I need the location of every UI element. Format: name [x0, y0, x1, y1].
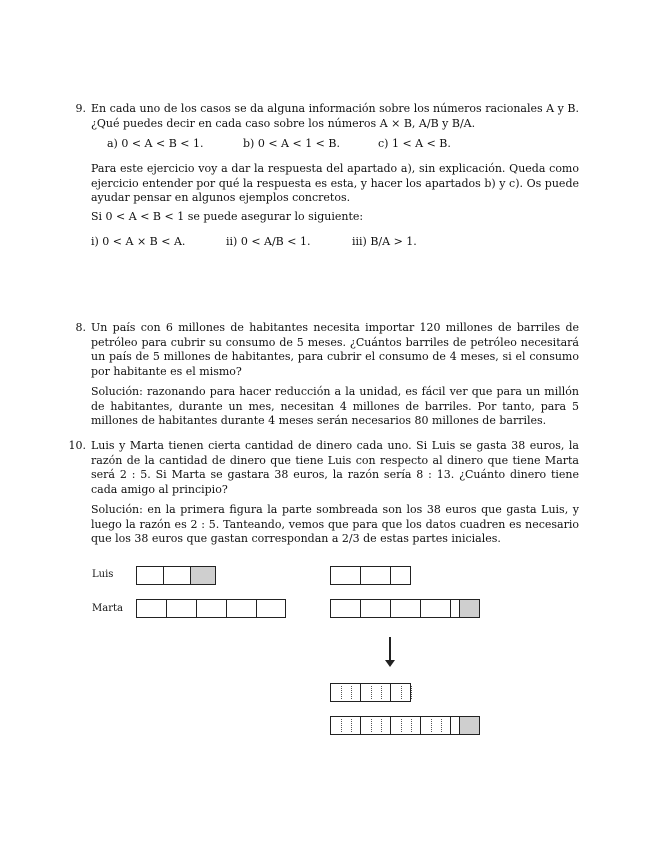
q10-statement: Luis y Marta tienen cierta cantidad de dinero cada uno. Si Luis se gasta 38 euros, la razón de la cantidad de dinero que tiene Luis con respecto al dinero que tiene Marta será 2 : 5. Si Marta se gastara 38 euros, la razón sería 8 : 13. ¿Cuánto dinero tiene cada amigo al principio? [91, 439, 579, 496]
q9-condition: Si 0 < A < B < 1 se puede asegurar lo siguiente: [91, 210, 364, 223]
bar-segment-subdivided [391, 684, 410, 701]
figure-label-marta: Marta [92, 603, 123, 614]
q9-result-ii: ii) 0 < A/B < 1. [226, 235, 311, 248]
bar-segment [137, 567, 164, 584]
bar-segment [167, 600, 197, 617]
bar-segment [331, 600, 361, 617]
q9-option-c: c) 1 < A < B. [378, 137, 451, 150]
bar-segment [361, 600, 391, 617]
q8-statement: Un país con 6 millones de habitantes necesita importar 120 millones de barriles de petróleo para cubrir su consumo de 5 meses. ¿Cuántos barriles de petróleo necesitará un país de 5 millones de habitantes, para cubrir el consumo de 4 meses, si el consumo por habitante es el mismo? [91, 321, 579, 378]
bar-segment-shaded [191, 567, 215, 584]
luis-bar-subdivided [330, 683, 411, 702]
bar-segment [361, 567, 391, 584]
marta-bar-initial [136, 599, 286, 618]
bar-segment-subdivided [391, 717, 421, 734]
bar-segment-subdivided [331, 717, 361, 734]
q9-intro: Para este ejercicio voy a dar la respuesta del apartado a), sin explicación. Queda como ejercicio entender por qué la respuesta es esta, y hacer los apartados b) y c). Os puede ayudar pensar en algunos ejemplos concretos. [91, 162, 579, 204]
q9-option-b: b) 0 < A < 1 < B. [243, 137, 340, 150]
bar-segment [227, 600, 257, 617]
bar-segment-subdivided [361, 717, 391, 734]
bar-segment [391, 567, 410, 584]
bar-segment [451, 600, 460, 617]
q9-statement: En cada uno de los casos se da alguna información sobre los números racionales A y B. ¿Qué puedes decir en cada caso sobre los números A × B, A/B y B/A. [91, 102, 579, 130]
q9-option-a: a) 0 < A < B < 1. [107, 137, 204, 150]
bar-segment [331, 567, 361, 584]
bar-segment [164, 567, 191, 584]
bar-segment-subdivided [331, 684, 361, 701]
marta-bar-subdivided [330, 716, 480, 735]
bar-segment [197, 600, 227, 617]
bar-segment [421, 600, 451, 617]
bar-segment-subdivided [421, 717, 451, 734]
bar-segment-shaded [460, 600, 479, 617]
bar-segment [257, 600, 285, 617]
q9-result-i: i) 0 < A × B < A. [91, 235, 186, 248]
bar-segment [137, 600, 167, 617]
q9-result-iii: iii) B/A > 1. [352, 235, 417, 248]
q8-number: 8. [75, 321, 86, 334]
down-arrow-icon [389, 637, 391, 661]
bar-segment [451, 717, 460, 734]
q10-solution: Solución: en la primera figura la parte sombreada son los 38 euros que gasta Luis, y luego la razón es 2 : 5. Tanteando, vemos que para que los datos cuadren es necesario que los 38 euros que gastan correspondan a 2/3 de estas partes iniciales. [91, 503, 579, 545]
q10-number: 10. [68, 439, 86, 452]
marta-bar-after [330, 599, 480, 618]
bar-segment-shaded [460, 717, 479, 734]
bar-segment [391, 600, 421, 617]
q9-number: 9. [75, 102, 86, 115]
q8-solution: Solución: razonando para hacer reducción a la unidad, es fácil ver que para un millón de habitantes, durante un mes, necesitan 4 millones de barriles. Por tanto, para 5 millones de habitantes durante 4 meses serán necesarios 80 millones de barriles. [91, 385, 579, 427]
luis-bar-after [330, 566, 411, 585]
bar-segment-subdivided [361, 684, 391, 701]
luis-bar-initial [136, 566, 216, 585]
figure-label-luis: Luis [92, 569, 114, 580]
